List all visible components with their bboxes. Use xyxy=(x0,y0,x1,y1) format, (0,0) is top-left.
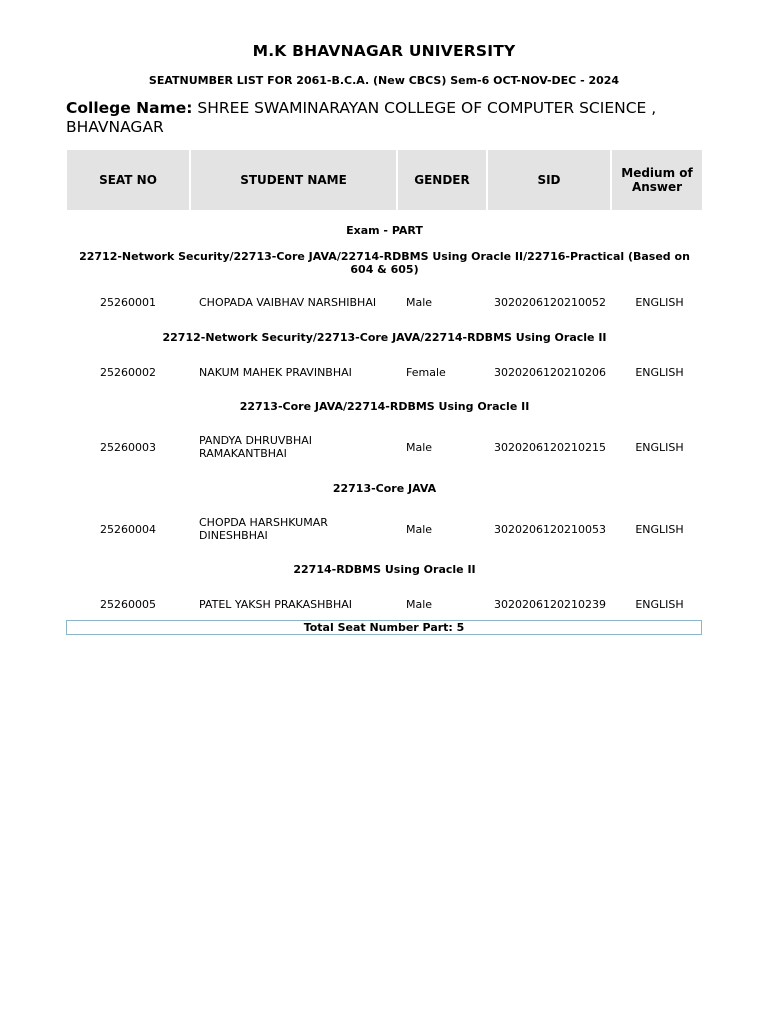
college-heading xyxy=(66,99,706,137)
column-header-student-name: STUDENT NAME xyxy=(191,150,396,210)
table-row xyxy=(67,285,702,319)
sid-cell: 3020206120210239 xyxy=(494,597,606,611)
medium-cell: ENGLISH xyxy=(635,365,684,379)
sid-cell: 3020206120210215 xyxy=(494,440,606,454)
column-header-medium: Medium of Answer xyxy=(612,150,702,210)
seat-no-cell: 25260002 xyxy=(100,365,156,379)
gender-cell: Male xyxy=(406,295,433,309)
subject-group-heading: 22714-RDBMS Using Oracle II xyxy=(293,563,476,576)
column-header-gender: GENDER xyxy=(398,150,486,210)
sid-cell: 3020206120210052 xyxy=(494,295,606,309)
student-name-cell: PANDYA DHRUVBHAI RAMAKANTBHAI xyxy=(199,434,312,460)
column-header-sid: SID xyxy=(488,150,610,210)
seat-no-cell: 25260001 xyxy=(100,295,156,309)
table-row xyxy=(67,512,702,546)
subject-group-heading: 22712-Network Security/22713-Core JAVA/22714-RDBMS Using Oracle II xyxy=(162,331,607,344)
subject-group-heading: 22712-Network Security/22713-Core JAVA/22714-RDBMS Using Oracle II/22716-Practical (Based on 604 & 605) xyxy=(79,250,690,276)
subject-group-heading: 22713-Core JAVA/22714-RDBMS Using Oracle II xyxy=(239,400,530,413)
medium-cell: ENGLISH xyxy=(635,597,684,611)
table-row xyxy=(67,587,702,621)
gender-cell: Male xyxy=(406,597,433,611)
subject-group-heading: 22713-Core JAVA xyxy=(332,482,437,495)
college-label: College Name: xyxy=(66,99,193,117)
table-header xyxy=(67,150,702,210)
gender-cell: Male xyxy=(406,522,433,536)
table-row xyxy=(67,430,702,464)
college-name: SHREE SWAMINARAYAN COLLEGE OF COMPUTER SCIENCE , BHAVNAGAR xyxy=(66,99,657,136)
seat-no-cell: 25260005 xyxy=(100,597,156,611)
student-name-cell: NAKUM MAHEK PRAVINBHAI xyxy=(199,365,352,379)
seat-no-cell: 25260003 xyxy=(100,440,156,454)
seat-no-cell: 25260004 xyxy=(100,522,156,536)
table-row xyxy=(67,355,702,389)
sid-cell: 3020206120210206 xyxy=(494,365,606,379)
medium-cell: ENGLISH xyxy=(635,440,684,454)
student-name-cell: CHOPADA VAIBHAV NARSHIBHAI xyxy=(199,295,377,309)
exam-part-label: Exam - PART xyxy=(346,224,423,237)
sid-cell: 3020206120210053 xyxy=(494,522,606,536)
medium-cell: ENGLISH xyxy=(635,295,684,309)
student-name-cell: CHOPDA HARSHKUMAR DINESHBHAI xyxy=(199,516,328,542)
gender-cell: Female xyxy=(406,365,446,379)
university-title: M.K BHAVNAGAR UNIVERSITY xyxy=(252,42,516,60)
column-header-seat-no: SEAT NO xyxy=(67,150,189,210)
medium-cell: ENGLISH xyxy=(635,522,684,536)
total-seat-count: Total Seat Number Part: 5 xyxy=(66,620,702,635)
gender-cell: Male xyxy=(406,440,433,454)
seat-list-subtitle: SEATNUMBER LIST FOR 2061-B.C.A. (New CBCS) Sem-6 OCT-NOV-DEC - 2024 xyxy=(148,74,620,87)
student-name-cell: PATEL YAKSH PRAKASHBHAI xyxy=(199,597,352,611)
